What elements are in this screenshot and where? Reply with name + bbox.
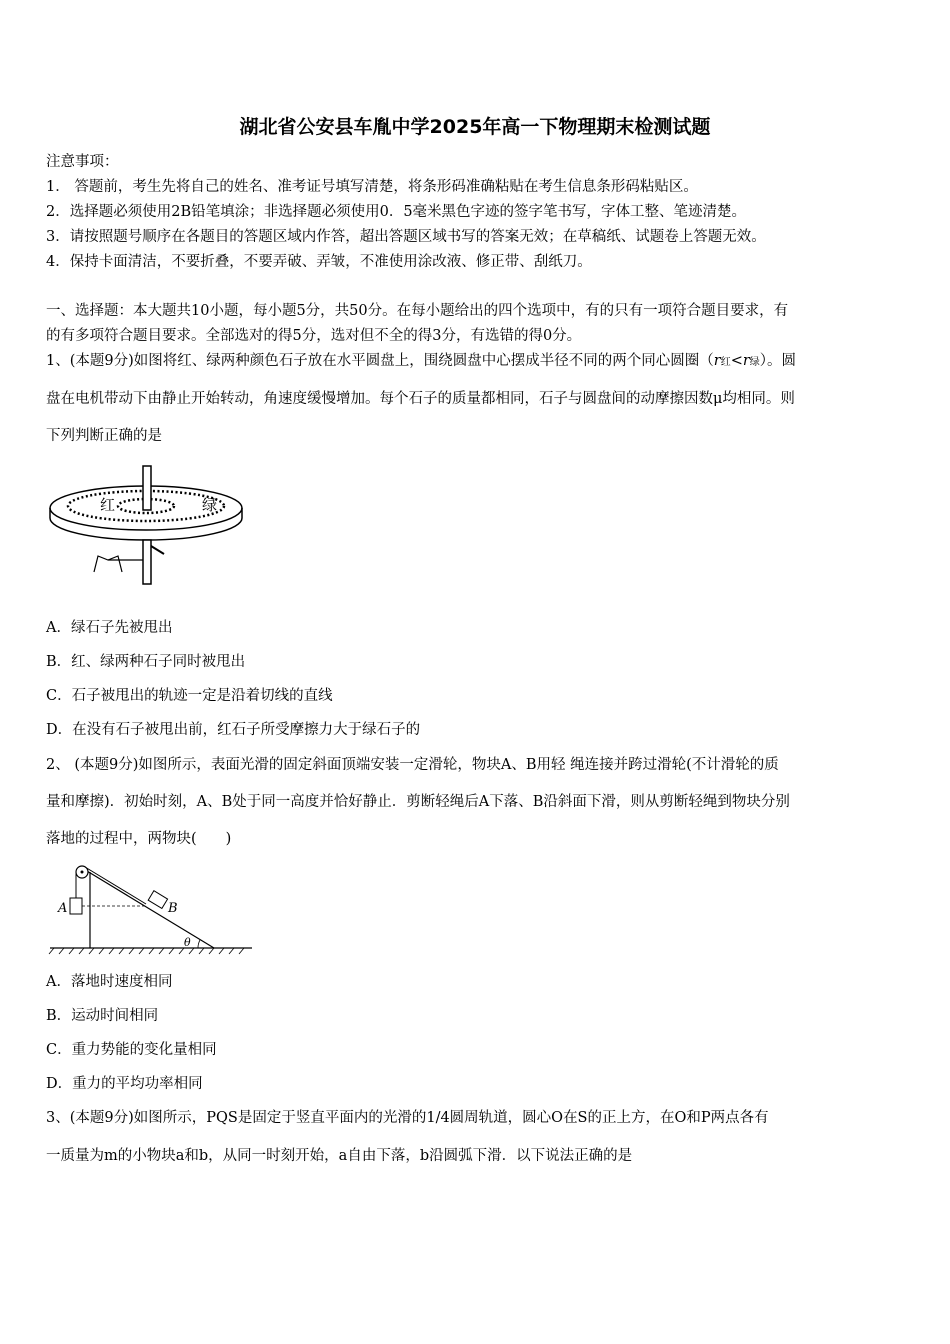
q1-option-a: A．绿石子先被甩出 xyxy=(46,620,173,636)
q2-option-d: D．重力的平均功率相同 xyxy=(46,1076,203,1092)
q2-stem-line-2: 量和摩擦)．初始时刻，A、B处于同一高度并恰好静止．剪断轻绳后A下落、B沿斜面下滑，则从剪断轻绳到物块分别 xyxy=(46,794,790,810)
q2-block-b xyxy=(148,891,167,909)
notice-item-3: 3．请按照题号顺序在各题目的答题区域内作答，超出答题区域书写的答案无效；在草稿纸、试题卷上答题无效。 xyxy=(46,229,766,245)
q1-stem-line-1 xyxy=(46,351,906,373)
q3-stem-line-2: 一质量为m的小物块a和b，从同一时刻开始，a自由下落，b沿圆弧下滑．以下说法正确的是 xyxy=(46,1148,633,1164)
q1-stem-line-3: 下列判断正确的是 xyxy=(46,428,162,444)
q1-stem-part-b: ）。圆 xyxy=(759,353,797,369)
notice-item-1: 1． 答题前，考生先将自己的姓名、准考证号填写清楚，将条形码准确粘贴在考生信息条形码粘贴区。 xyxy=(46,179,698,195)
q2-block-a xyxy=(70,898,82,914)
notice-item-2: 2．选择题必须使用2B铅笔填涂；非选择题必须使用0．5毫米黑色字迹的签字笔书写，字体工整、笔迹清楚。 xyxy=(46,204,747,220)
q1-r-symbol-red: r xyxy=(713,353,721,369)
q1-stem-line-2: 盘在电机带动下由静止开始转动，角速度缓慢增加。每个石子的质量都相同，石子与圆盘间的动摩擦因数μ均相同。则 xyxy=(46,391,795,407)
q1-option-d: D．在没有石子被甩出前，红石子所受摩擦力大于绿石子的 xyxy=(46,722,421,738)
page-title: 湖北省公安县车胤中学2025年高一下物理期末检测试题 xyxy=(239,116,711,138)
q1-r-sub-green: 绿 xyxy=(749,357,760,368)
q2-incline-figure xyxy=(46,860,256,960)
q1-r-symbol-green: r xyxy=(742,353,750,369)
q2-label-b: B xyxy=(168,901,178,916)
notice-heading: 注意事项： xyxy=(46,154,119,170)
q2-stem-line-3: 落地的过程中，两物块( ) xyxy=(46,831,232,847)
q1-stem-part-a: 1、(本题9分)如图将红、绿两种颜色石子放在水平圆盘上，围绕圆盘中心摆成半径不同的两个同心圆圈（ xyxy=(46,353,714,369)
q2-option-a: A．落地时速度相同 xyxy=(46,974,173,990)
q2-stem-line-1: 2、 (本题9分)如图所示，表面光滑的固定斜面顶端安装一定滑轮，物块A、B用轻 绳连接并跨过滑轮(不计滑轮的质 xyxy=(46,757,779,773)
q2-option-b: B．运动时间相同 xyxy=(46,1008,159,1024)
section-intro-line-1: 一、选择题：本大题共10小题，每小题5分，共50分。在每小题给出的四个选项中，有的只有一项符合题目要求，有 xyxy=(46,303,789,319)
q1-option-c: C．石子被甩出的轨迹一定是沿着切线的直线 xyxy=(46,688,333,704)
q1-less-than: < xyxy=(730,353,743,369)
q1-option-b: B．红、绿两种石子同时被甩出 xyxy=(46,654,246,670)
q3-stem-line-1: 3、(本题9分)如图所示，PQS是固定于竖直平面内的光滑的1/4圆周轨道，圆心O在S的正上方，在O和P两点各有 xyxy=(46,1110,769,1126)
q2-pulley-axle xyxy=(81,871,84,874)
q2-ground-hatch xyxy=(49,948,244,954)
q2-angle-arc xyxy=(198,940,200,948)
section-intro-line-2: 的有多项符合题目要求。全部选对的得5分，选对但不全的得3分，有选错的得0分。 xyxy=(46,328,582,344)
q1-turntable-figure xyxy=(46,460,251,590)
q1-motor-mark xyxy=(151,546,164,554)
q1-motor-leads xyxy=(94,556,122,572)
q2-label-theta: θ xyxy=(184,936,191,949)
q1-shaft-upper xyxy=(143,466,151,510)
q1-label-red: 红 xyxy=(100,496,116,514)
q1-shaft-lower xyxy=(143,540,151,584)
q2-incline-surface xyxy=(82,868,214,948)
q2-option-c: C．重力势能的变化量相同 xyxy=(46,1042,217,1058)
q1-label-green: 绿 xyxy=(202,496,218,514)
q2-rope-incline xyxy=(85,867,146,904)
q2-label-a: A xyxy=(58,901,68,916)
notice-item-4: 4．保持卡面清洁，不要折叠，不要弄破、弄皱，不准使用涂改液、修正带、刮纸刀。 xyxy=(46,254,592,270)
q1-r-sub-red: 红 xyxy=(720,357,731,368)
